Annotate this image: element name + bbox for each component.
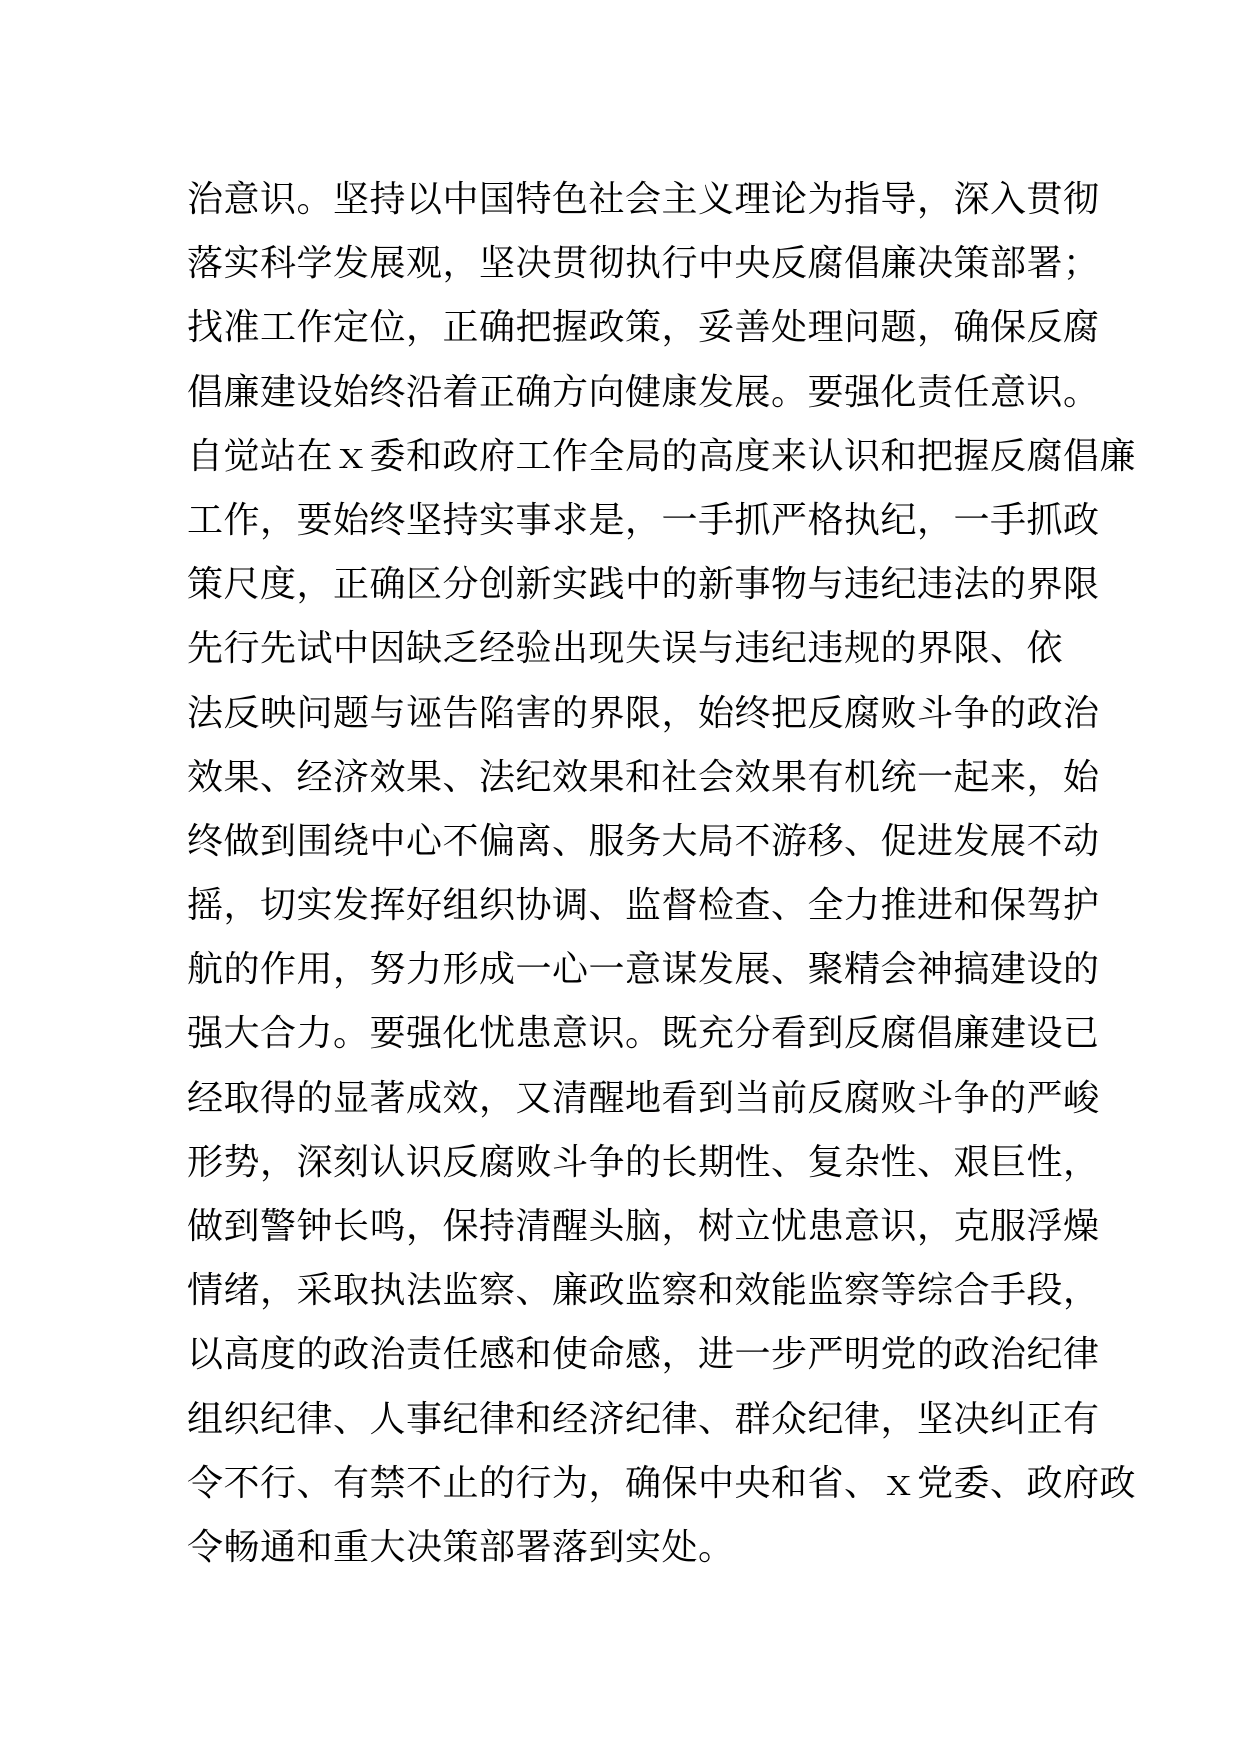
text-line: 倡廉建设始终沿着正确方向健康发展。要强化责任意识。 — [187, 371, 1100, 413]
text-line: 先行先试中因缺乏经验出现失误与违纪违规的界限、依 — [187, 628, 1064, 670]
text-line: 做到警钟长鸣，保持清醒头脑，树立忧患意识，克服浮燥 — [187, 1206, 1100, 1247]
text-line: 航的作用，努力形成一心一意谋发展、聚精会神搞建设的 — [187, 949, 1100, 991]
text-line: 令不行、有禁不止的行为，确保中央和省、ｘ党委、政府政 — [187, 1462, 1137, 1504]
body-paragraph — [187, 168, 1137, 1580]
text-line: 自觉站在ｘ委和政府工作全局的高度来认识和把握反腐倡廉 — [187, 435, 1137, 477]
text-line: 找准工作定位，正确把握政策，妥善处理问题，确保反腐 — [187, 307, 1100, 349]
text-line: 治意识。坚持以中国特色社会主义理论为指导，深入贯彻 — [187, 179, 1100, 220]
text-line: 策尺度，正确区分创新实践中的新事物与违纪违法的界限 — [187, 564, 1100, 606]
text-line: 组织纪律、人事纪律和经济纪律、群众纪律，坚决纠正有 — [187, 1398, 1100, 1440]
text-line: 形势，深刻认识反腐败斗争的长期性、复杂性、艰巨性， — [187, 1141, 1100, 1183]
text-line: 法反映问题与诬告陷害的界限，始终把反腐败斗争的政治 — [187, 692, 1100, 734]
text-line: 经取得的显著成效，又清醒地看到当前反腐败斗争的严峻 — [187, 1077, 1100, 1119]
text-line: 摇，切实发挥好组织协调、监督检查、全力推进和保驾护 — [187, 885, 1100, 927]
text-line: 终做到围绕中心不偏离、服务大局不游移、促进发展不动 — [187, 820, 1100, 862]
text-line: 以高度的政治责任感和使命感，进一步严明党的政治纪律 — [187, 1334, 1100, 1376]
text-line: 强大合力。要强化忧患意识。既充分看到反腐倡廉建设已 — [187, 1013, 1100, 1055]
text-line: 效果、经济效果、法纪效果和社会效果有机统一起来，始 — [187, 756, 1100, 798]
text-line: 落实科学发展观，坚决贯彻执行中央反腐倡廉决策部署； — [187, 243, 1100, 285]
text-line: 令畅通和重大决策部署落到实处。 — [187, 1526, 735, 1568]
text-line: 情绪，采取执法监察、廉政监察和效能监察等综合手段， — [187, 1270, 1100, 1312]
text-line: 工作，要始终坚持实事求是，一手抓严格执纪，一手抓政 — [187, 499, 1100, 541]
